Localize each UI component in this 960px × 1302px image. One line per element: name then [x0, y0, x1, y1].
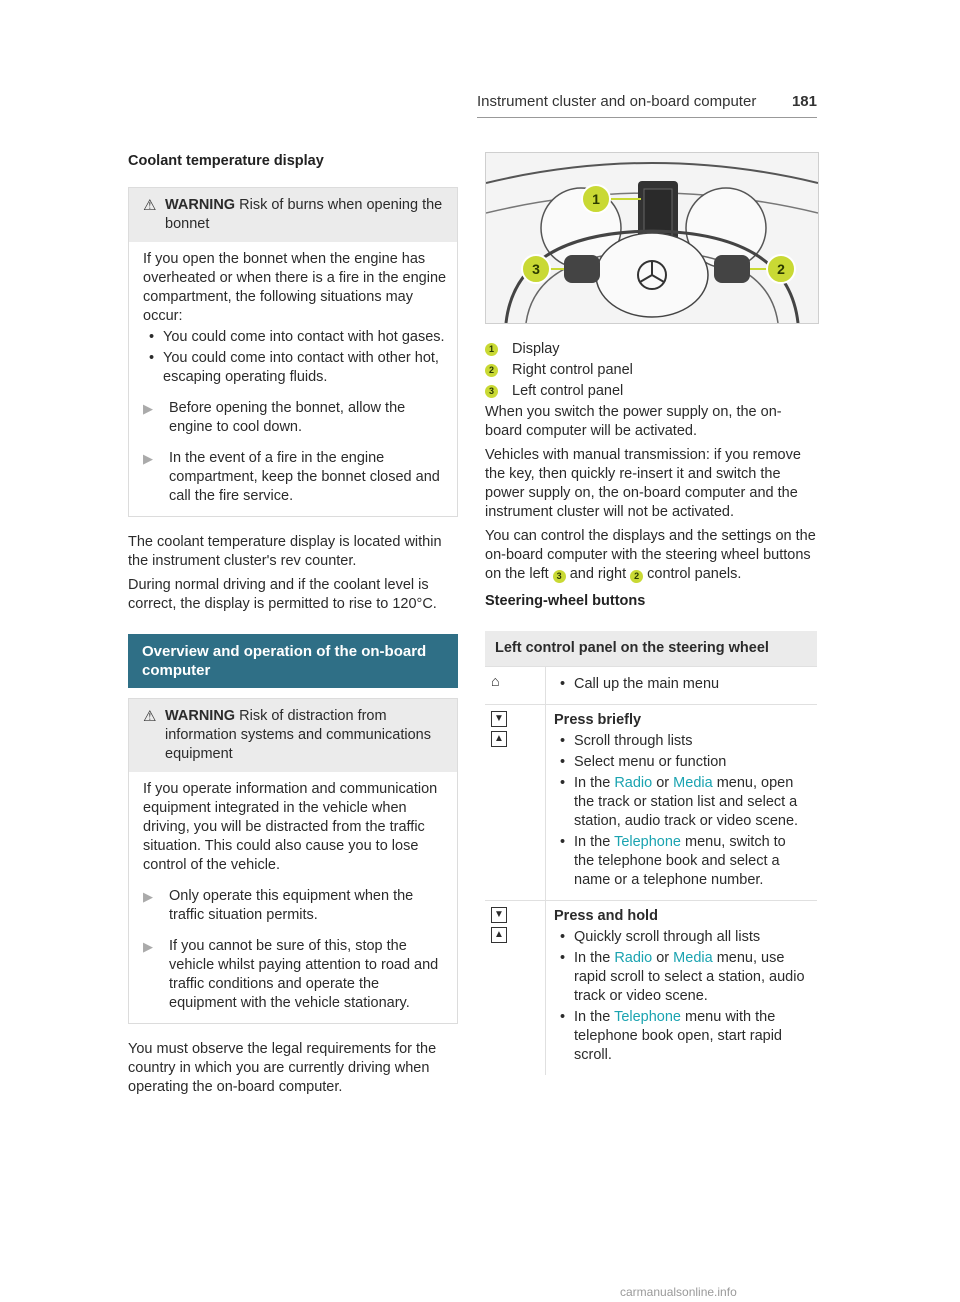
- warning-icon: ⚠: [143, 197, 157, 214]
- step-text: Only operate this equipment when the traffic situation permits.: [169, 888, 414, 923]
- steering-buttons-title: Steering-wheel buttons: [485, 593, 646, 609]
- warning-box-burns: [128, 187, 458, 517]
- row-title: Press and hold: [554, 908, 658, 924]
- right-column: [485, 152, 817, 1075]
- running-header: [477, 93, 817, 110]
- step-text: Before opening the bonnet, allow the engine to cool down.: [169, 400, 406, 435]
- paragraph: The coolant temperature display is located within the instrument cluster's rev counter.: [128, 534, 442, 569]
- table-row: [485, 705, 817, 901]
- warning-heading: Risk of distraction from information systems and communications equipment: [165, 708, 431, 762]
- step-item: [143, 887, 447, 925]
- step-item: [143, 399, 447, 437]
- bullet-item: • Select menu or function: [554, 753, 809, 772]
- paragraph: Vehicles with manual transmission: if you remove the key, then quickly re-insert it and switch the power supply on, the on-board computer and the instrument cluster will not be activated.: [485, 447, 801, 520]
- arrow-down-icon: ▼: [491, 907, 507, 923]
- steering-wheel-drawing: [486, 153, 818, 323]
- page-number: 181: [791, 93, 817, 110]
- radio-menu-ref: Radio: [614, 775, 653, 791]
- bullet-item: • In the Radio or Media menu, use rapid scroll to select a station, audio track or video scene.: [554, 949, 809, 1006]
- figure-legend: [485, 340, 817, 401]
- warning-text: If you open the bonnet when the engine has overheated or when there is a fire in the engine compartment, the following situations may occur:: [143, 251, 447, 324]
- warning-header: [129, 188, 457, 242]
- radio-menu-ref: Radio: [614, 950, 653, 966]
- step-item: [143, 449, 447, 506]
- media-menu-ref: Media: [673, 775, 713, 791]
- legend-label: Right control panel: [512, 362, 633, 378]
- callout-badge: 3: [553, 570, 566, 583]
- legend-item: [485, 382, 817, 401]
- arrow-down-icon: ▼: [491, 711, 507, 727]
- arrow-up-icon: ▲: [491, 927, 507, 943]
- warning-box-distraction: [128, 698, 458, 1024]
- step-text: In the event of a fire in the engine compartment, keep the bonnet closed and call the fire service.: [169, 450, 440, 504]
- warning-body: [129, 772, 457, 1023]
- step-item: [143, 937, 447, 1013]
- warning-icon: ⚠: [143, 708, 157, 725]
- arrow-up-icon: ▲: [491, 731, 507, 747]
- bullet-item: • You could come into contact with other hot, escaping operating fluids.: [143, 349, 447, 387]
- bullet-item: • Scroll through lists: [554, 732, 809, 751]
- warning-bullets: [143, 328, 447, 387]
- step-arrow-icon: ▶: [143, 889, 153, 904]
- svg-text:2: 2: [777, 261, 785, 277]
- table-row: [485, 901, 817, 1076]
- legend-item: [485, 340, 817, 359]
- callout-badge: 2: [485, 364, 498, 377]
- bullet-item: • Quickly scroll through all lists: [554, 928, 809, 947]
- legend-label: Display: [512, 341, 560, 357]
- callout-badge: 1: [485, 343, 498, 356]
- bullet-item: • In the Telephone menu, switch to the telephone book and select a name or a telephone number.: [554, 833, 809, 890]
- paragraph: You must observe the legal requirements for the country in which you are currently driving when operating the on-board computer.: [128, 1041, 437, 1095]
- coolant-title: Coolant temperature display: [128, 153, 324, 169]
- step-arrow-icon: ▶: [143, 401, 153, 416]
- step-arrow-icon: ▶: [143, 451, 153, 466]
- control-panel-table: [485, 631, 817, 1075]
- header-rule: [477, 117, 817, 118]
- media-menu-ref: Media: [673, 950, 713, 966]
- warning-label: WARNING: [165, 708, 236, 724]
- warning-heading: Risk of burns when opening the bonnet: [165, 197, 443, 232]
- legend-item: [485, 361, 817, 380]
- watermark[interactable]: carmanualsonline.info: [620, 1285, 737, 1299]
- row-title: Press briefly: [554, 712, 642, 728]
- left-column: [128, 152, 458, 1102]
- telephone-menu-ref: Telephone: [614, 834, 681, 850]
- step-text: If you cannot be sure of this, stop the vehicle whilst paying attention to road and traffic conditions and operate the equipment with the vehicle stationary.: [169, 938, 439, 1011]
- paragraph: During normal driving and if the coolant level is correct, the display is permitted to rise to 120°C.: [128, 577, 437, 612]
- bullet-item: • You could come into contact with hot gases.: [143, 328, 447, 347]
- paragraph: You can control the displays and the settings on the on-board computer with the steering wheel buttons on the left 3 and right 2 control panels.: [485, 528, 816, 582]
- bullet-item: • In the Radio or Media menu, open the track or station list and select a station, audio track or video scene.: [554, 774, 809, 831]
- header-title: Instrument cluster and on-board computer: [477, 93, 757, 110]
- bullet-item: • In the Telephone menu with the telephone book open, start rapid scroll.: [554, 1008, 809, 1065]
- section-heading: Overview and operation of the on-board computer: [128, 634, 458, 688]
- steering-wheel-illustration: [485, 152, 819, 324]
- legend-label: Left control panel: [512, 383, 624, 399]
- warning-text: If you operate information and communication equipment integrated in the vehicle when driving, you will be distracted from the traffic situation. This could also cause you to lose control of the vehicle.: [143, 781, 438, 873]
- table-header: Left control panel on the steering wheel: [485, 631, 817, 667]
- home-icon: ⌂: [491, 674, 500, 690]
- warning-body: [129, 242, 457, 516]
- bullet-item: • Call up the main menu: [554, 675, 809, 694]
- svg-text:1: 1: [592, 191, 600, 207]
- callout-badge: 3: [485, 385, 498, 398]
- warning-header: [129, 699, 457, 772]
- warning-label: WARNING: [165, 197, 236, 213]
- paragraph: When you switch the power supply on, the on-board computer will be activated.: [485, 404, 782, 439]
- telephone-menu-ref: Telephone: [614, 1009, 681, 1025]
- callout-badge: 2: [630, 570, 643, 583]
- svg-text:3: 3: [532, 261, 540, 277]
- step-arrow-icon: ▶: [143, 939, 153, 954]
- table-row: [485, 667, 817, 705]
